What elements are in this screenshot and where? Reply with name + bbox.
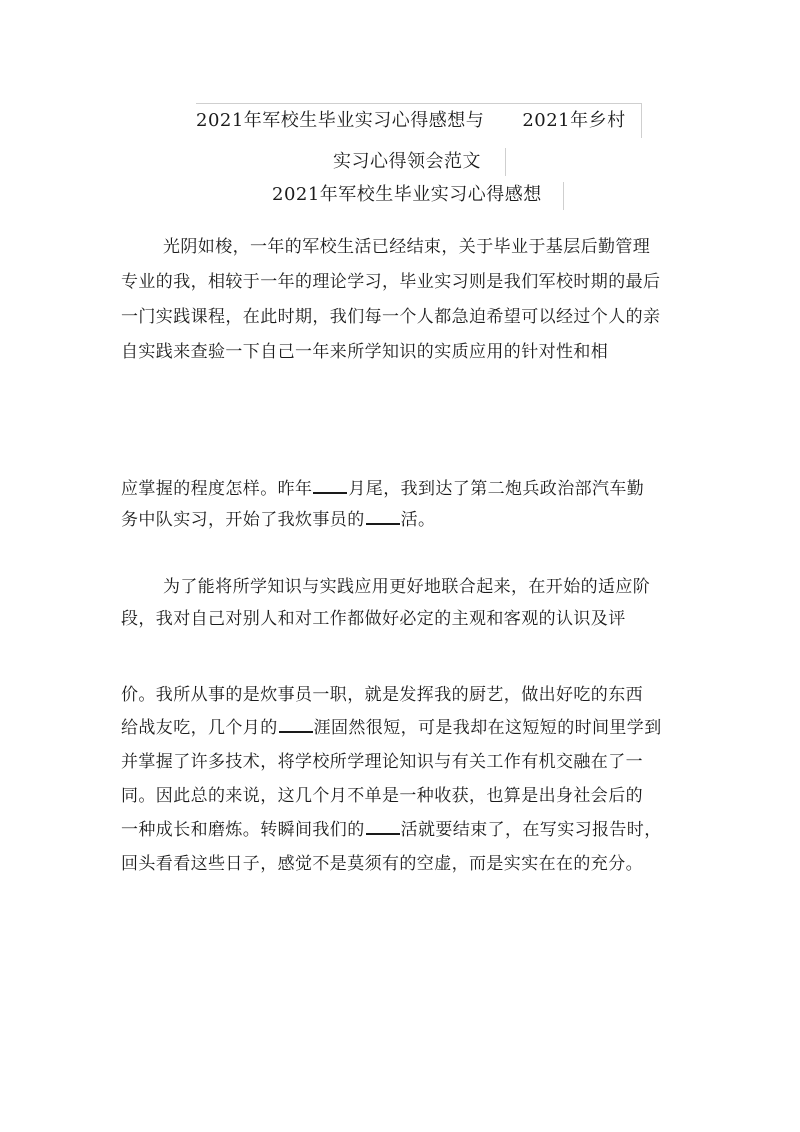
para1-line1: 光阴如梭，一年的军校生活已经结束，关于毕业于基层后勤管理 [163, 237, 651, 257]
para1b-line2-b: 活。 [400, 510, 436, 530]
para1-line2: 专业的我，相较于一年的理论学习，毕业实习则是我们军校时期的最后 [121, 272, 661, 292]
para1b-line2 [121, 508, 435, 532]
page-title-line2: 实习心得领会范文 [333, 151, 481, 172]
title-rule-right-1 [641, 103, 642, 138]
fill-blank [279, 717, 313, 733]
para1b-line2-a: 务中队实习，开始了我炊事员的 [121, 510, 365, 530]
fill-blank [313, 478, 347, 494]
para1b-line1-b: 月尾，我到达了第二炮兵政治部汽车勤 [348, 479, 645, 499]
para2b-line1: 价。我所从事的是炊事员一职，就是发挥我的厨艺，做出好吃的东西 [121, 685, 643, 705]
fill-blank [366, 819, 400, 835]
para1-line4: 自实践来查验一下自己一年来所学知识的实质应用的针对性和相 [121, 342, 609, 362]
para2b-line2-b: 涯固然很短，可是我却在这短短的时间里学到 [313, 718, 662, 738]
para2b-line4: 同。因此总的来说，这几个月不单是一种收获，也算是出身社会后的 [121, 786, 643, 806]
para2b-line5-a: 一种成长和磨炼。转瞬间我们的 [121, 820, 365, 840]
para2b-line5 [121, 818, 662, 842]
para1b-line1 [121, 477, 644, 501]
para2b-line6: 回头看看这些日子，感觉不是莫须有的空虚，而是实实在在的充分。 [121, 854, 643, 874]
title-rule-right-2 [505, 148, 506, 176]
para1b-line1-a: 应掌握的程度怎样。昨年 [121, 479, 313, 499]
para2b-line2 [121, 716, 662, 740]
page-subtitle: 2021年军校生毕业实习心得感想 [272, 184, 542, 205]
page-title-part-a: 2021年军校生毕业实习心得感想与 [196, 110, 485, 131]
title-rule-right-3 [563, 182, 564, 210]
para2b-line3: 并掌握了许多技术，将学校所学理论知识与有关工作有机交融在了一 [121, 752, 643, 772]
page-title-part-b: 2021年乡村 [522, 110, 626, 131]
title-rule-top [196, 103, 642, 104]
para2b-line2-a: 给战友吃，几个月的 [121, 718, 278, 738]
para2-line1: 为了能将所学知识与实践应用更好地联合起来，在开始的适应阶 [163, 577, 651, 597]
para2-line2: 段，我对自己对别人和对工作都做好必定的主观和客观的认识及评 [121, 609, 626, 629]
para1-line3: 一门实践课程，在此时期，我们每一个人都急迫希望可以经过个人的亲 [121, 307, 661, 327]
para2b-line5-b: 活就要结束了，在写实习报告时， [400, 820, 662, 840]
fill-blank [366, 509, 400, 525]
page-title-line1 [196, 109, 626, 133]
